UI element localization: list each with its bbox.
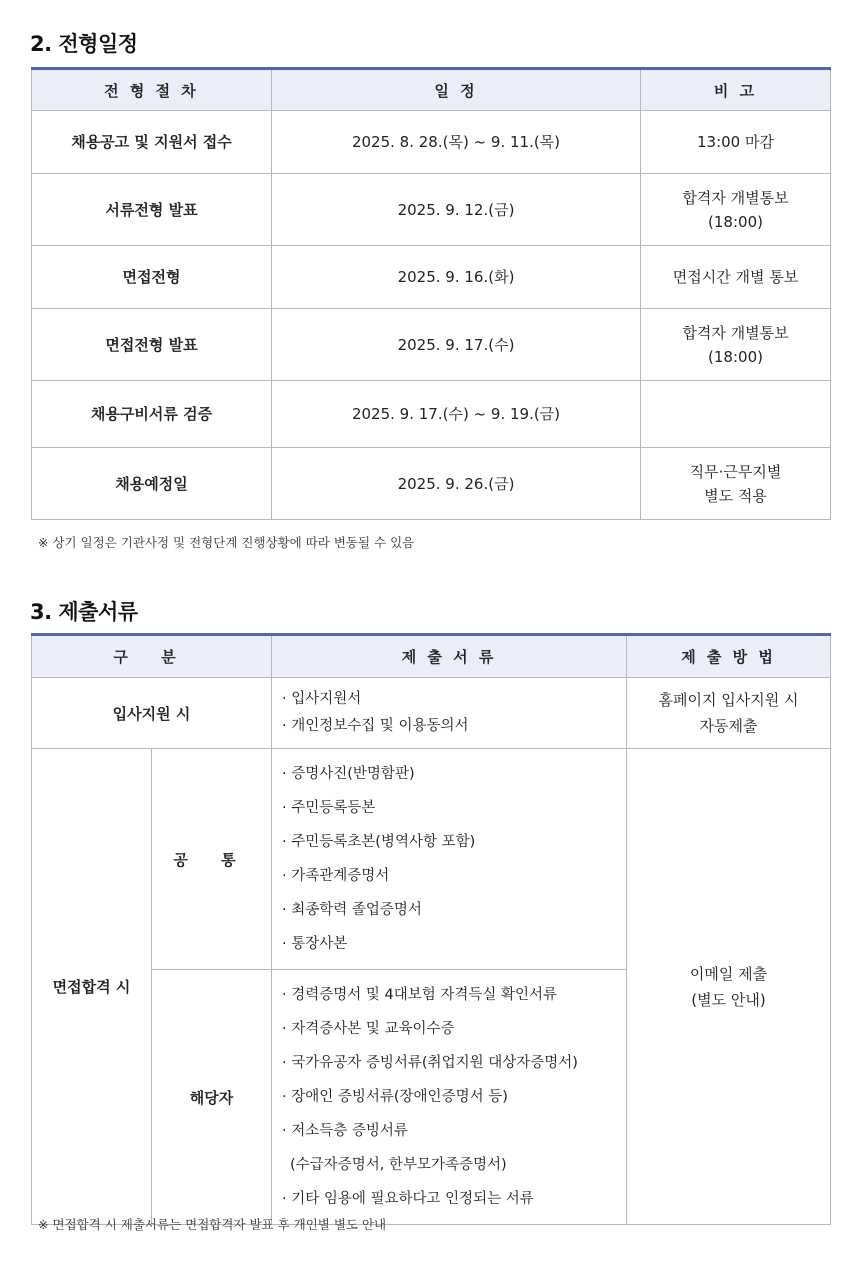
stage-cell: 서류전형 발표 [32,174,272,246]
list-item: · 경력증명서 및 4대보험 자격득실 확인서류 [282,987,558,1003]
list-item: · 가족관계증명서 [282,868,390,884]
list-item: · 기타 임용에 필요하다고 인정되는 서류 [282,1191,534,1207]
date-cell: 2025. 9. 16.(화) [272,246,641,309]
table-row [32,246,831,309]
schedule-table [31,67,831,520]
common-label [152,749,272,970]
list-item: · 장애인 증빙서류(장애인증명서 등) [282,1089,508,1105]
table-row-apply [32,678,831,749]
stage-cell: 채용공고 및 지원서 접수 [32,111,272,174]
table-row [32,448,831,520]
section-title-schedule: 2. 전형일정 [30,32,138,56]
note-cell [641,381,831,448]
date-cell: 2025. 9. 17.(수) [272,309,641,381]
interview-category: 면접합격 시 [32,749,152,1225]
table-row-common [32,749,831,970]
stage-cell: 면접전형 [32,246,272,309]
date-cell: 2025. 8. 28.(목) ~ 9. 11.(목) [272,111,641,174]
apply-documents [272,678,627,749]
list-item: · 개인정보수집 및 이용동의서 [282,718,469,734]
table-row [32,381,831,448]
list-item: · 저소득층 증빙서류 [282,1123,408,1139]
schedule-footnote: ※ 상기 일정은 기관사정 및 전형단계 진행상황에 따라 변동될 수 있음 [38,535,415,550]
list-item: · 증명사진(반명함판) [282,766,415,782]
documents-footnote: ※ 면접합격 시 제출서류는 면접합격자 발표 후 개인별 별도 안내 [38,1217,387,1232]
date-cell: 2025. 9. 17.(수) ~ 9. 19.(금) [272,381,641,448]
note-cell: 13:00 마감 [641,111,831,174]
note-cell: 합격자 개별통보 (18:00) [641,309,831,381]
stage-cell: 채용구비서류 검증 [32,381,272,448]
header-note: 비 고 [641,69,831,111]
stage-cell: 채용예정일 [32,448,272,520]
list-item: · 국가유공자 증빙서류(취업지원 대상자증명서) [282,1055,578,1071]
list-item: · 최종학력 졸업증명서 [282,902,422,918]
date-cell: 2025. 9. 26.(금) [272,448,641,520]
schedule-header-row [32,69,831,111]
header-documents: 제 출 서 류 [272,635,627,678]
section-title-documents: 3. 제출서류 [30,600,138,624]
stage-cell: 면접전형 발표 [32,309,272,381]
note-cell: 면접시간 개별 통보 [641,246,831,309]
list-item: (수급자증명서, 한부모가족증명서) [290,1157,507,1173]
header-category [32,635,272,678]
note-cell: 직무·근무지별 별도 적용 [641,448,831,520]
header-stage: 전 형 절 차 [32,69,272,111]
table-row [32,309,831,381]
table-row [32,174,831,246]
header-category-label: 구 분 [113,648,190,666]
table-row [32,111,831,174]
apply-category: 입사지원 시 [32,678,272,749]
interview-method: 이메일 제출 (별도 안내) [627,749,831,1225]
applicable-documents [272,970,627,1225]
date-cell: 2025. 9. 12.(금) [272,174,641,246]
common-label-text: 공 통 [173,850,250,869]
list-item: · 통장사본 [282,936,348,952]
documents-header-row [32,635,831,678]
common-documents [272,749,627,970]
list-item: · 자격증사본 및 교육이수증 [282,1021,455,1037]
applicable-label: 해당자 [152,970,272,1225]
list-item: · 주민등록초본(병역사항 포함) [282,834,476,850]
header-method: 제 출 방 법 [627,635,831,678]
list-item: · 주민등록등본 [282,800,376,816]
list-item: · 입사지원서 [282,691,362,707]
documents-table [31,633,831,1225]
apply-method: 홈페이지 입사지원 시 자동제출 [627,678,831,749]
note-cell: 합격자 개별통보 (18:00) [641,174,831,246]
header-date: 일 정 [272,69,641,111]
